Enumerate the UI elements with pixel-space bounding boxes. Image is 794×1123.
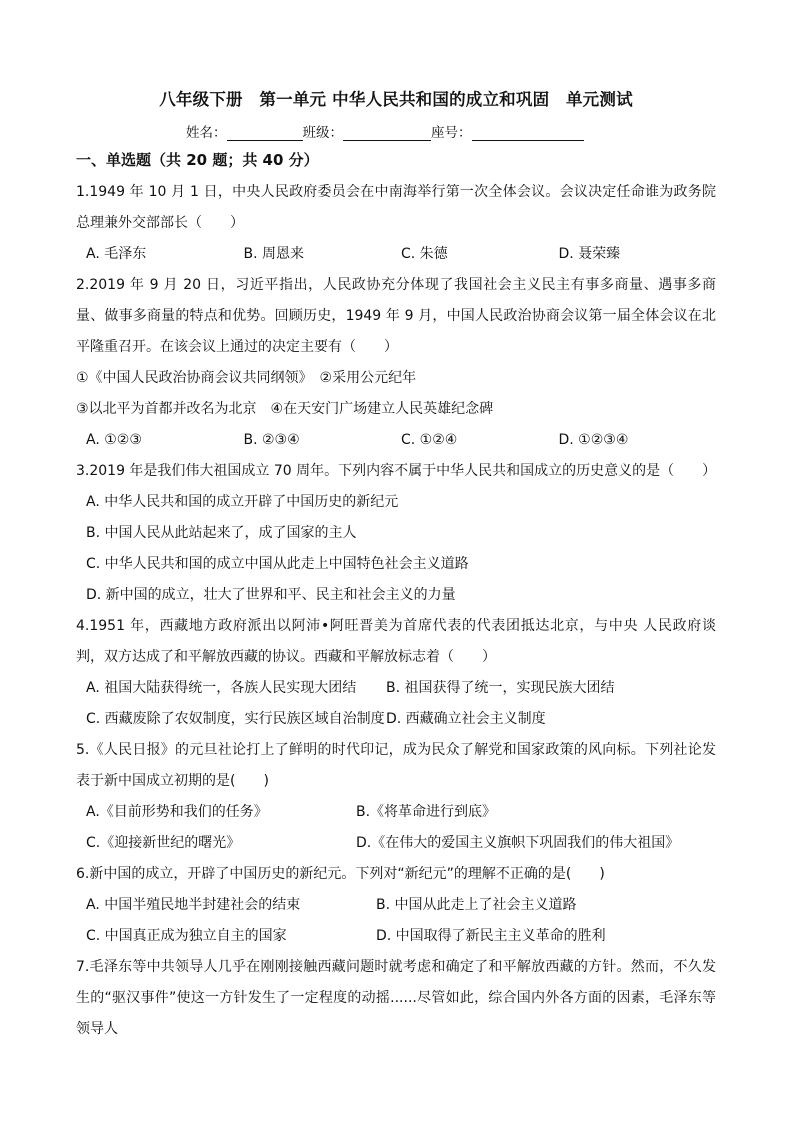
option-b[interactable]: B. 周恩来 [243,246,305,262]
seat-label: 座号： [431,125,472,141]
option-a[interactable]: A. 祖国大陆获得统一，各族人民实现大团结 [86,680,357,696]
option-d[interactable]: D. 聂荣臻 [558,246,621,262]
question-options-row-2 [76,828,716,859]
question-options-row-1 [76,797,716,828]
question-6 [76,859,716,952]
question-stem: 2.2019 年 9 月 20 日，习近平指出，人民政协充分体现了我国社会主义民主有事多商量、遇事多商量、做事多商量的特点和优势。回顾历史，1949 年 9 月，中国人民政治协商会议第一届全体会议在北平隆重召开。在该会议上通过的决定主要有（ ） [76,277,716,355]
option-c[interactable]: C. ①②④ [401,432,458,448]
exam-title: 八年级下册 第一单元 中华人民共和国的成立和巩固 单元测试 [159,90,633,109]
question-5 [76,735,716,859]
option-d[interactable]: D. ①②③④ [558,432,629,448]
option-a[interactable]: A. ①②③ [86,432,142,448]
name-label: 姓名： [186,125,227,141]
question-stem: 1.1949 年 10 月 1 日，中央人民政府委员会在中南海举行第一次全体会议。会议决定任命谁为政务院总理兼外交部部长（ ） [76,184,716,231]
question-stem: 5.《人民日报》的元旦社论打上了鲜明的时代印记，成为民众了解党和国家政策的风向标。下列社论发表于新中国成立初期的是( ) [76,742,716,789]
question-4 [76,611,716,735]
statement-line-1: ①《中国人民政治协商会议共同纲领》 ②采用公元纪年 [76,370,417,386]
question-options-row-1 [76,673,716,704]
option-b[interactable]: B. ②③④ [243,432,300,448]
question-stem: 6.新中国的成立，开辟了中国历史的新纪元。下列对“新纪元”的理解不正确的是( ) [76,866,605,882]
option-a[interactable]: A.《目前形势和我们的任务》 [86,804,268,820]
option-c[interactable]: C. 中华人民共和国的成立中国从此走上中国特色社会主义道路 [86,556,469,572]
question-1 [76,177,716,270]
question-options-row-1 [76,890,716,921]
question-3 [76,456,716,611]
question-stem: 3.2019 年是我们伟大祖国成立 70 周年。下列内容不属于中华人民共和国成立的历史意义的是（ ） [76,463,717,479]
option-d[interactable]: D.《在伟大的爱国主义旗帜下巩固我们的伟大祖国》 [356,835,680,851]
option-a[interactable]: A. 中国半殖民地半封建社会的结束 [86,897,301,913]
option-c[interactable]: C. 西藏废除了农奴制度，实行民族区域自治制度 [86,711,385,727]
option-d[interactable]: D. 中国取得了新民主主义革命的胜利 [376,928,606,944]
question-options-row-2 [76,704,716,735]
option-b[interactable]: B.《将革命进行到底》 [356,804,497,820]
question-stem: 4.1951 年，西藏地方政府派出以阿沛•阿旺晋美为首席代表的代表团抵达北京，与中央 人民政府谈判，双方达成了和平解放西藏的协议。西藏和平解放标志着（ ） [76,618,716,665]
statement-line-2: ③以北平为首都并改名为北京 ④在天安门广场建立人民英雄纪念碑 [76,401,494,417]
class-blank[interactable] [343,126,431,141]
section-heading: 一、单选题（共 20 题；共 40 分） [76,151,319,169]
question-stem: 7.毛泽东等中共领导人几乎在刚刚接触西藏问题时就考虑和确定了和平解放西藏的方针。然而，不久发生的“驱汉事件”使这一方针发生了一定程度的动摇......尽管如此，综合国内外各方面的因素，毛泽东等领导人 [76,959,716,1037]
question-options-row-2 [76,921,716,952]
name-blank[interactable] [227,126,303,141]
option-c[interactable]: C.《迎接新世纪的曙光》 [86,835,241,851]
question-options [76,239,716,270]
option-d[interactable]: D. 西藏确立社会主义制度 [386,711,546,727]
option-b[interactable]: B. 中国从此走上了社会主义道路 [376,897,577,913]
question-2 [76,270,716,456]
question-7 [76,952,716,1045]
option-c[interactable]: C. 中国真正成为独立自主的国家 [86,928,287,944]
question-options [76,425,716,456]
option-b[interactable]: B. 祖国获得了统一，实现民族大团结 [386,680,615,696]
class-label: 班级： [302,125,343,141]
option-a[interactable]: A. 中华人民共和国的成立开辟了中国历史的新纪元 [86,494,399,510]
option-a[interactable]: A. 毛泽东 [86,246,147,262]
seat-blank[interactable] [472,126,584,141]
option-d[interactable]: D. 新中国的成立，壮大了世界和平、民主和社会主义的力量 [86,587,456,603]
option-b[interactable]: B. 中国人民从此站起来了，成了国家的主人 [86,525,357,541]
student-info-row [76,121,716,141]
option-c[interactable]: C. 朱德 [401,246,448,262]
